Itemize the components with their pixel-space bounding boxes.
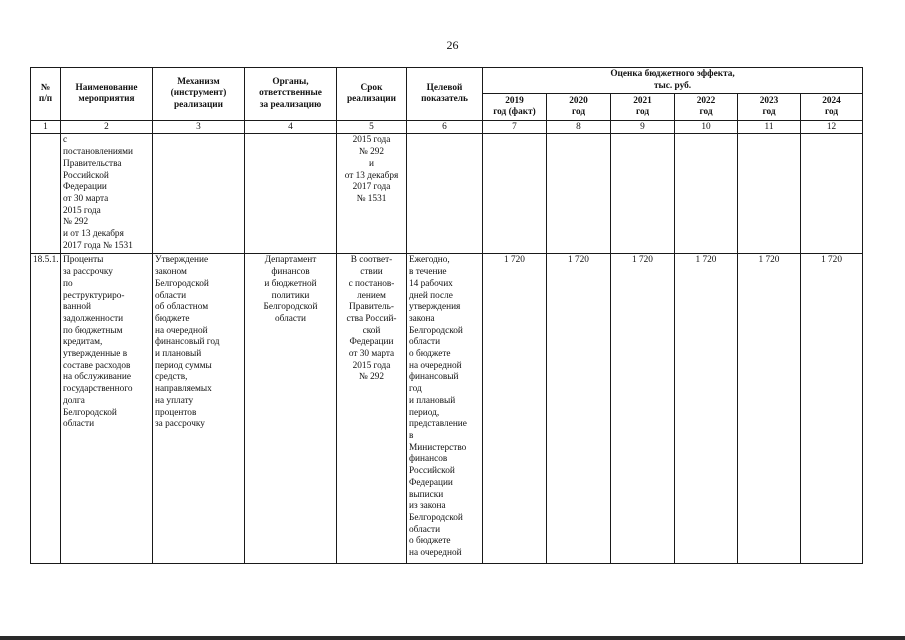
row-value-2024: 1 720	[801, 254, 863, 564]
column-number: 1	[31, 121, 61, 134]
header-row-1	[31, 68, 863, 94]
header-year-2023: 2023 год	[738, 94, 801, 121]
row-bodies	[245, 134, 337, 254]
budget-effect-table	[30, 67, 863, 564]
row-value-2020: 1 720	[547, 254, 611, 564]
column-numbers-row	[31, 121, 863, 134]
row-value-2023: 1 720	[738, 254, 801, 564]
column-number: 5	[337, 121, 407, 134]
header-year-2019: 2019 год (факт)	[483, 94, 547, 121]
column-number: 11	[738, 121, 801, 134]
row-target	[407, 134, 483, 254]
header-year-2022: 2022 год	[675, 94, 738, 121]
row-value-2021	[611, 134, 675, 254]
header-mechanism: Механизм (инструмент) реализации	[153, 68, 245, 121]
header-bodies: Органы, ответственные за реализацию	[245, 68, 337, 121]
column-number: 8	[547, 121, 611, 134]
row-value-2024	[801, 134, 863, 254]
row-name: Проценты за рассрочку по реструктуриро- ванной задолженности по бюджетным кредитам, утвержденные в составе расходов на обслуживание государственного долга Белгородской области	[61, 254, 153, 564]
column-number: 7	[483, 121, 547, 134]
column-number: 12	[801, 121, 863, 134]
row-value-2022	[675, 134, 738, 254]
scan-edge-line	[0, 636, 905, 640]
header-effect: Оценка бюджетного эффекта, тыс. руб.	[483, 68, 863, 94]
column-number: 2	[61, 121, 153, 134]
row-mechanism: Утверждение законом Белгородской области об областном бюджете на очередной финансовый год и плановый период суммы средств, направляемых на уплату процентов за рассрочку	[153, 254, 245, 564]
header-term: Срок реализации	[337, 68, 407, 121]
header-year-2024: 2024 год	[801, 94, 863, 121]
header-year-2020: 2020 год	[547, 94, 611, 121]
page-number: 26	[446, 38, 459, 52]
row-value-2019	[483, 134, 547, 254]
header-num: № п/п	[31, 68, 61, 121]
column-number: 4	[245, 121, 337, 134]
row-value-2021: 1 720	[611, 254, 675, 564]
row-target: Ежегодно, в течение 14 рабочих дней после утверждения закона Белгородской области о бюджете на очередной финансовый год и плановый период, представление в Министерство финансов Российской Федерации выписки из закона Белгородской области о бюджете на очередной	[407, 254, 483, 564]
column-number: 10	[675, 121, 738, 134]
header-name: Наименование мероприятия	[61, 68, 153, 121]
table-row	[31, 134, 863, 254]
row-num	[31, 134, 61, 254]
header-target: Целевой показатель	[407, 68, 483, 121]
column-number: 9	[611, 121, 675, 134]
table-row	[31, 254, 863, 564]
row-mechanism	[153, 134, 245, 254]
row-value-2019: 1 720	[483, 254, 547, 564]
row-name: с постановлениями Правительства Российской Федерации от 30 марта 2015 года № 292 и от 13 декабря 2017 года № 1531	[61, 134, 153, 254]
column-number: 3	[153, 121, 245, 134]
header-year-2021: 2021 год	[611, 94, 675, 121]
row-bodies: Департамент финансов и бюджетной политики Белгородской области	[245, 254, 337, 564]
row-term: В соответ- ствии с постанов- лением Правитель- ства Россий- ской Федерации от 30 марта 2015 года № 292	[337, 254, 407, 564]
column-number: 6	[407, 121, 483, 134]
row-num: 18.5.1.	[31, 254, 61, 564]
row-value-2020	[547, 134, 611, 254]
row-value-2023	[738, 134, 801, 254]
row-value-2022: 1 720	[675, 254, 738, 564]
row-term: 2015 года № 292 и от 13 декабря 2017 года № 1531	[337, 134, 407, 254]
